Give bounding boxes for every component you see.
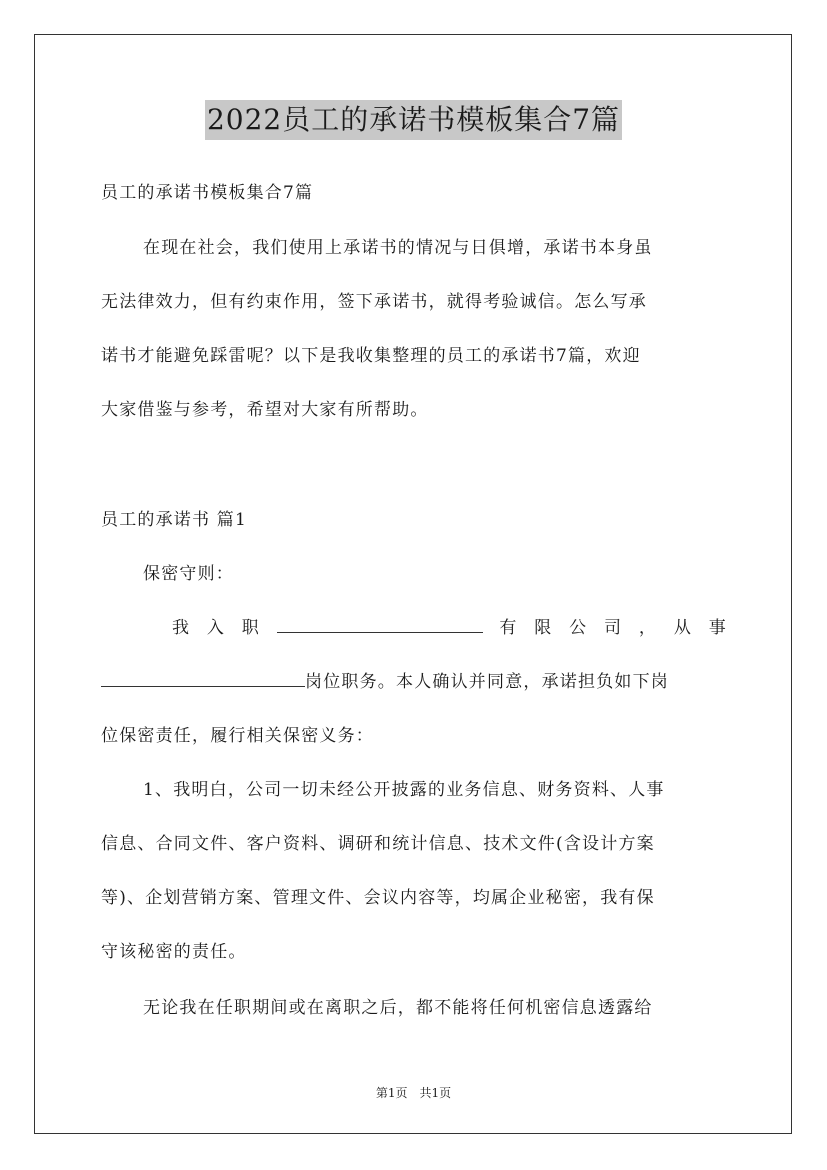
item1-line-1: 1、我明白，公司一切未经公开披露的业务信息、财务资料、人事 — [143, 780, 665, 800]
employment-line — [172, 616, 727, 640]
position-text: 岗位职务。本人确认并同意，承诺担负如下岗 — [305, 672, 669, 692]
word: 事 — [708, 618, 727, 638]
word: ， — [638, 618, 658, 638]
item1-line-2: 信息、合同文件、客户资料、调研和统计信息、技术文件(含设计方案 — [101, 834, 655, 854]
word: 司 — [604, 618, 623, 638]
word: 公 — [569, 618, 588, 638]
word: 我 — [172, 618, 191, 638]
section-heading: 员工的承诺书 篇1 — [101, 510, 248, 530]
intro-line-4: 大家借鉴与参考，希望对大家有所帮助。 — [101, 400, 429, 420]
position-blank — [101, 670, 305, 687]
position-line — [101, 670, 727, 694]
title-block — [0, 100, 827, 140]
item1-line-3: 等)、企划营销方案、管理文件、会议内容等，均属企业秘密，我有保 — [101, 888, 655, 908]
rules-heading: 保密守则： — [143, 564, 234, 584]
company-name-blank — [277, 616, 483, 633]
word: 有 — [499, 618, 518, 638]
word: 从 — [673, 618, 693, 638]
item1-line-4: 守该秘密的责任。 — [101, 942, 247, 962]
intro-line-2: 无法律效力，但有约束作用，签下承诺书，就得考验诚信。怎么写承 — [101, 292, 647, 312]
word: 职 — [241, 618, 260, 638]
page-footer: 第1页 共1页 — [375, 1086, 452, 1100]
intro-line-1: 在现在社会，我们使用上承诺书的情况与日俱增，承诺书本身虽 — [143, 238, 653, 258]
intro-line-3: 诺书才能避免踩雷呢？以下是我收集整理的员工的承诺书7篇，欢迎 — [101, 346, 641, 366]
duty-line: 位保密责任，履行相关保密义务： — [101, 726, 374, 746]
last-paragraph-line: 无论我在任职期间或在离职之后，都不能将任何机密信息透露给 — [143, 998, 653, 1018]
document-title: 2022员工的承诺书模板集合7篇 — [205, 100, 622, 140]
word: 入 — [206, 618, 226, 638]
word: 限 — [534, 618, 553, 638]
subtitle: 员工的承诺书模板集合7篇 — [101, 183, 314, 203]
